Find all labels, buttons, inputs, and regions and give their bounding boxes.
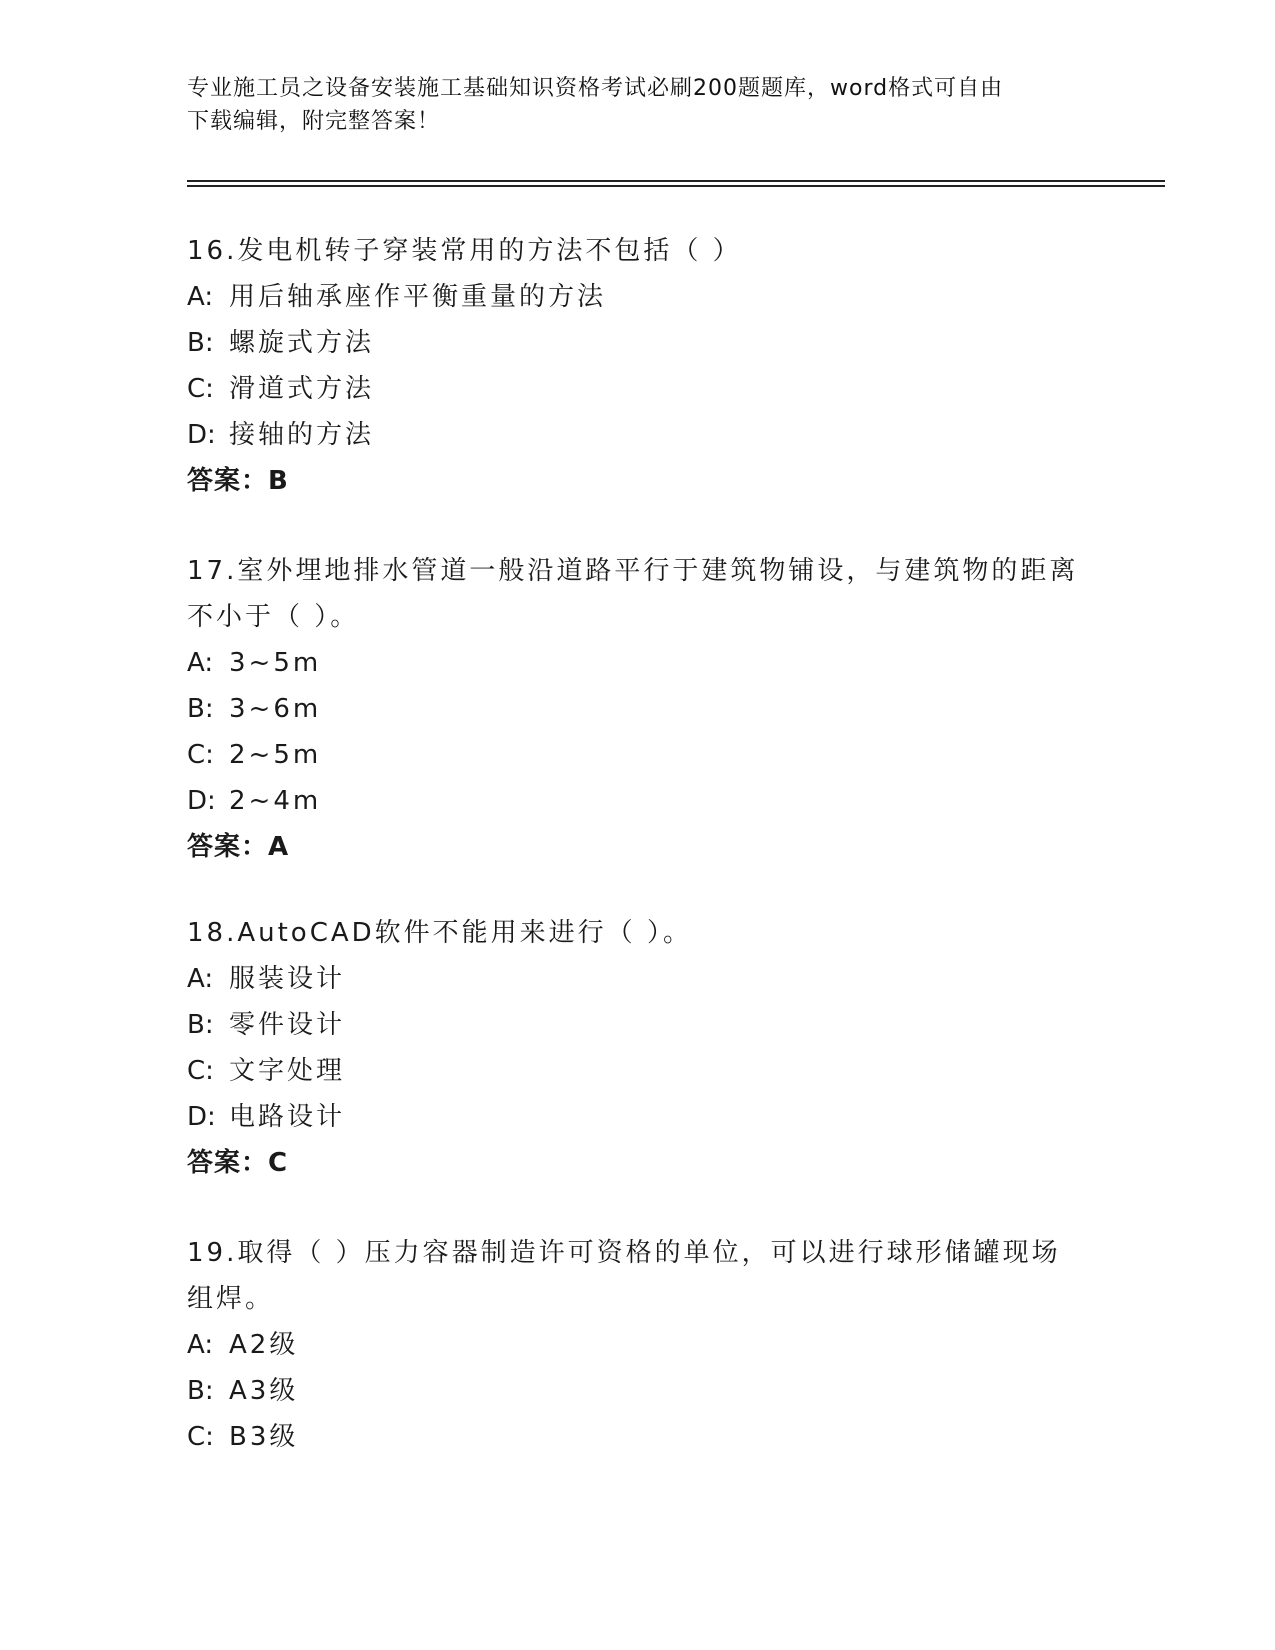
option-a <box>187 274 1087 320</box>
option-text: 文字处理 <box>229 1056 346 1086</box>
option-b <box>187 686 1087 732</box>
option-text: 电路设计 <box>229 1102 346 1132</box>
option-label: C: <box>187 1422 214 1452</box>
question-stem: 19.取得（ ）压力容器制造许可资格的单位，可以进行球形储罐现场 <box>187 1238 1061 1268</box>
option-label: A: <box>187 964 214 994</box>
option-label: B: <box>187 328 214 358</box>
option-c <box>187 1414 1087 1460</box>
option-c <box>187 1048 1087 1094</box>
option-label: B: <box>187 694 214 724</box>
option-label: A: <box>187 1330 214 1360</box>
option-text: 3~6m <box>229 694 322 724</box>
option-d <box>187 778 1087 824</box>
option-text: A3级 <box>229 1376 299 1406</box>
option-c <box>187 732 1087 778</box>
option-c <box>187 366 1087 412</box>
option-a <box>187 1322 1087 1368</box>
option-text: B3级 <box>229 1422 299 1452</box>
answer: 答案：A <box>187 832 290 862</box>
option-d <box>187 412 1087 458</box>
option-label: B: <box>187 1376 214 1406</box>
document-header <box>187 72 1087 138</box>
option-d <box>187 1094 1087 1140</box>
option-label: A: <box>187 282 214 312</box>
header-line-2: 下载编辑，附完整答案！ <box>187 109 441 134</box>
question-16 <box>187 228 1087 504</box>
option-text: 接轴的方法 <box>229 420 375 450</box>
answer: 答案：B <box>187 466 289 496</box>
option-text: 服装设计 <box>229 964 346 994</box>
question-stem: 17.室外埋地排水管道一般沿道路平行于建筑物铺设，与建筑物的距离 <box>187 556 1079 586</box>
option-label: C: <box>187 374 214 404</box>
option-text: 螺旋式方法 <box>229 328 375 358</box>
header-line-1: 专业施工员之设备安装施工基础知识资格考试必刷200题题库，word格式可自由 <box>187 76 1004 101</box>
option-label: D: <box>187 786 216 816</box>
header-divider-bottom <box>187 185 1165 187</box>
question-stem-cont: 组焊。 <box>187 1284 275 1314</box>
option-label: C: <box>187 1056 214 1086</box>
option-text: 滑道式方法 <box>229 374 375 404</box>
option-text: 3~5m <box>229 648 322 678</box>
question-17 <box>187 548 1087 870</box>
option-a <box>187 956 1087 1002</box>
header-divider-top <box>187 180 1165 182</box>
question-stem: 18.AutoCAD软件不能用来进行（ ）。 <box>187 918 692 948</box>
option-text: A2级 <box>229 1330 299 1360</box>
option-label: C: <box>187 740 214 770</box>
question-19 <box>187 1230 1087 1460</box>
option-text: 2~5m <box>229 740 322 770</box>
option-label: B: <box>187 1010 214 1040</box>
option-text: 用后轴承座作平衡重量的方法 <box>229 282 607 312</box>
question-stem-cont: 不小于（ ）。 <box>187 602 360 632</box>
option-label: D: <box>187 420 216 450</box>
question-stem: 16.发电机转子穿装常用的方法不包括（ ） <box>187 236 742 266</box>
option-label: A: <box>187 648 214 678</box>
option-b <box>187 320 1087 366</box>
option-text: 零件设计 <box>229 1010 346 1040</box>
option-a <box>187 640 1087 686</box>
answer: 答案：C <box>187 1148 289 1178</box>
option-text: 2~4m <box>229 786 322 816</box>
option-b <box>187 1002 1087 1048</box>
option-label: D: <box>187 1102 216 1132</box>
option-b <box>187 1368 1087 1414</box>
question-18 <box>187 910 1087 1186</box>
